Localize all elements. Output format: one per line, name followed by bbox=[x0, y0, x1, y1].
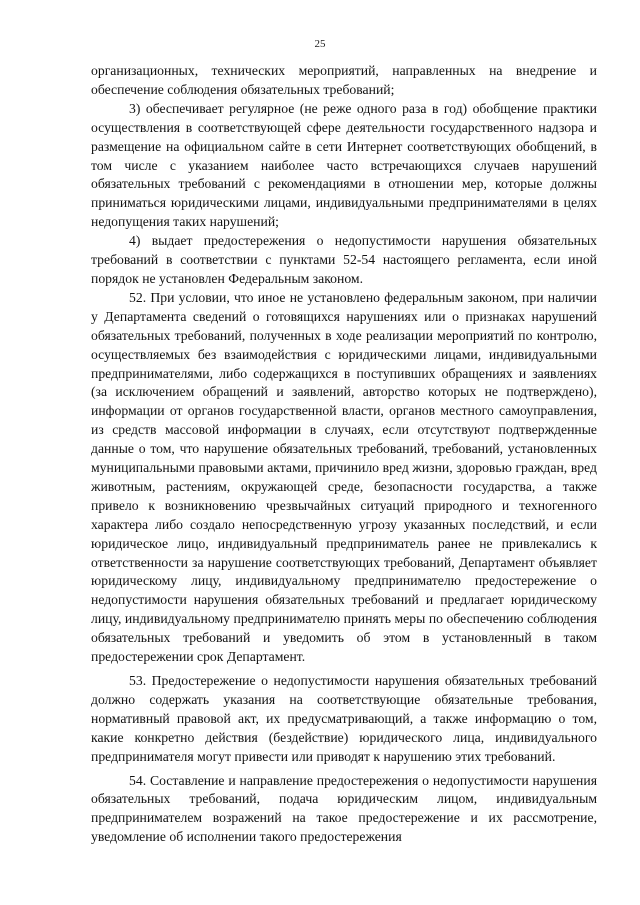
paragraph-section-54: 54. Составление и направление предостережения о недопустимости нарушения обязательных требований, подача юридическим лицом, индивидуальным предпринимателем возражений на такое предостережение и их рассмотрение, уведомление об исполнении такого предостережения bbox=[91, 772, 597, 845]
paragraph-continuation: организационных, технических мероприятий, направленных на внедрение и обеспечение соблюдения обязательных требований; bbox=[91, 63, 597, 97]
paragraph-section-52: 52. При условии, что иное не установлено федеральным законом, при наличии у Департамента сведений о готовящихся нарушениях или о признаках нарушений обязательных требований, полученных в ходе реализации мероприятий по контролю, осуществляемых без взаимодействия с юридическими лицами, индивидуальными предпринимателями, либо содержащихся в поступивших обращениях и заявлениях (за исключением обращений и заявлений, авторство которых не подтверждено), информации от органов государственной власти, органов местного самоуправления, из средств массовой информации в случаях, если отсутствуют подтвержденные данные о том, что нарушение обязательных требований, требований, установленных муниципальными правовыми актами, причинило вред жизни, здоровью граждан, вред животным, растениям, окружающей среде, безопасности государства, а также привело к возникновению чрезвычайных ситуаций природного и техногенного характера либо создало непосредственную угрозу указанных последствий, и если юридическое лицо, индивидуальный предприниматель ранее не привлекались к ответственности за нарушение соответствующих требований, Департамент объявляет юридическому лицу, индивидуальному предпринимателю предостережение о недопустимости нарушения обязательных требований и предлагает юридическому лицу, индивидуальному предпринимателю принять меры по обеспечению соблюдения обязательных требований и уведомить об этом в установленный в таком предостережении срок Департамент. bbox=[91, 289, 597, 665]
paragraph-section-53: 53. Предостережение о недопустимости нарушения обязательных требований должно содержать указания на соответствующие обязательные требования, нормативный правовой акт, их предусматривающий, а также информацию о том, какие конкретно действия (бездействие) юридического лица, индивидуального предпринимателя могут привести или приводят к нарушению этих требований. bbox=[91, 673, 597, 764]
page-number: 25 bbox=[314, 38, 326, 50]
paragraph-item-3: 3) обеспечивает регулярное (не реже одного раза в год) обобщение практики осуществления в соответствующей сфере деятельности государственного надзора и размещение на официальном сайте в сети Интернет соответствующих обобщений, в том числе с указанием наиболее часто встречающихся случаев нарушений обязательных требований с рекомендациями в отношении мер, которые должны приниматься юридическими лицами, индивидуальными предпринимателями в целях недопущения таких нарушений; bbox=[91, 100, 597, 230]
document-body bbox=[91, 62, 597, 847]
paragraph-item-4: 4) выдает предостережения о недопустимости нарушения обязательных требований в соответствии с пунктами 52-54 настоящего регламента, если иной порядок не установлен Федеральным законом. bbox=[91, 233, 597, 286]
